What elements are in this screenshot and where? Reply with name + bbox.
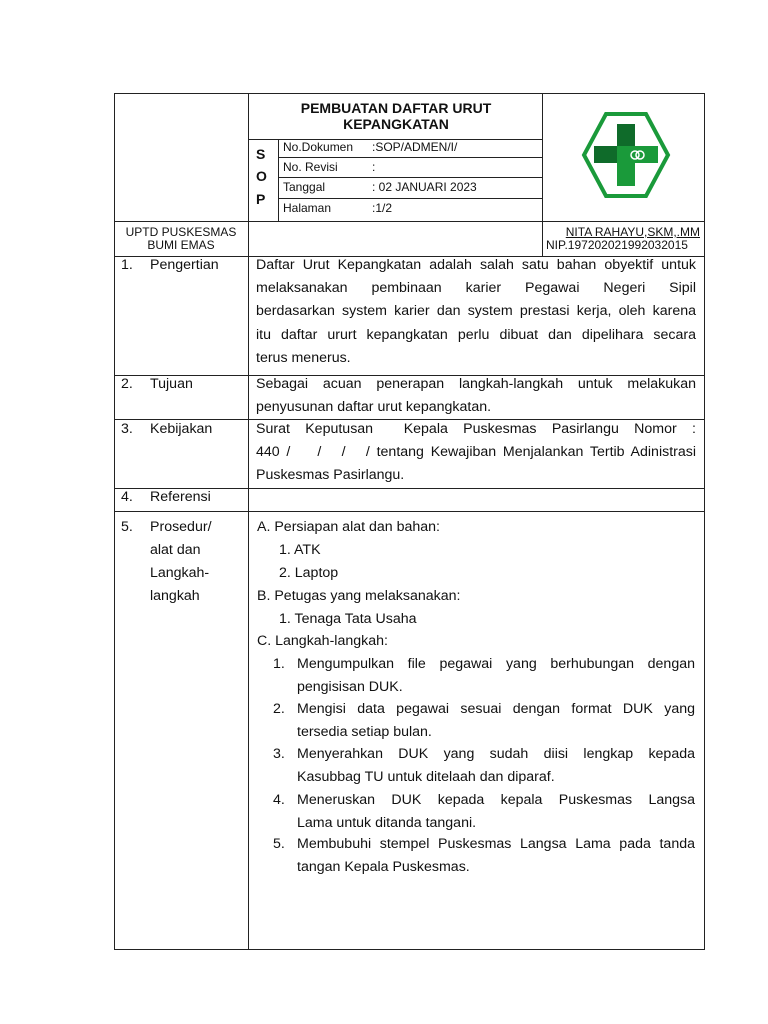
- section-3-body: [256, 418, 696, 488]
- header-row-line: [114, 221, 705, 222]
- prosedur-c-label: C. Langkah-langkah:: [257, 633, 388, 649]
- section-2-line-2: penyusunan daftar urut kepangkatan.: [256, 399, 492, 416]
- prosedur-step-1: [273, 653, 695, 699]
- org-name-line1: UPTD PUSKESMAS: [125, 225, 237, 239]
- section-3-line-1: Surat Keputusan Kepala Puskesmas Pasirlangu Nomor :: [256, 421, 696, 437]
- step-5-line-2: tangan Kepala Puskesmas.: [297, 859, 470, 875]
- document-title: [250, 100, 542, 132]
- prosedur-b-item-1: 1. Tenaga Tata Usaha: [279, 611, 417, 627]
- step-4-line-2: Lama untuk ditanda tangani.: [297, 815, 477, 831]
- section-1-line-3: berdasarkan system karier dan system prestasi kerja, oleh karena: [256, 303, 696, 320]
- step-3-line-2: Kasubbag TU untuk ditelaah dan diparaf.: [297, 769, 555, 785]
- section-1-line-2: melaksanakan pembinaan karier Pegawai Negeri Sipil: [256, 280, 696, 297]
- section-2-line-1: Sebagai acuan penerapan langkah-langkah untuk melakukan: [256, 376, 696, 392]
- section-5-title-line-3: Langkah-: [150, 565, 210, 581]
- meta-row-line-1: [278, 157, 543, 158]
- prosedur-step-4: [273, 789, 695, 835]
- signer-name: NITA RAHAYU,SKM,.MM: [565, 225, 700, 239]
- meta-label-no-dokumen: No.Dokumen: [283, 140, 354, 154]
- prosedur-a-label: A. Persiapan alat dan bahan:: [257, 519, 440, 535]
- org-name-line2: BUMI EMAS: [147, 238, 215, 252]
- section-1-line-1: Daftar Urut Kepangkatan adalah salah satu bahan obyektif untuk: [256, 257, 696, 273]
- section-1-title: Pengertian: [150, 257, 219, 273]
- step-1-line-2: pengisisan DUK.: [297, 679, 403, 695]
- step-3-number: 3.: [273, 746, 285, 762]
- section-separator-4: [114, 511, 705, 512]
- sop-letter-o: O: [256, 168, 267, 184]
- section-1-line-4: itu daftar ururt kepangkatan perlu dibuat dan dipelihara secara: [256, 326, 696, 343]
- section-2-number: 2.: [121, 376, 133, 392]
- prosedur-step-3: [273, 743, 695, 789]
- meta-value-no-revisi: :: [372, 160, 376, 174]
- step-2-line-2: tersedia setiap bulan.: [297, 724, 432, 740]
- section-3-title: Kebijakan: [150, 421, 213, 437]
- meta-value-halaman: :1/2: [372, 201, 393, 215]
- table-border-bottom: [114, 949, 705, 950]
- sop-letter-s: S: [256, 146, 266, 162]
- step-1-line-1: Mengumpulkan file pegawai yang berhubungan dengan: [297, 656, 695, 672]
- step-5-line-1: Membubuhi stempel Puskesmas Langsa Lama pada tanda: [297, 836, 695, 852]
- meta-row-line-3: [278, 198, 543, 199]
- section-2-title: Tujuan: [150, 376, 193, 392]
- sop-letter-p: P: [256, 191, 266, 207]
- prosedur-b-label: B. Petugas yang melaksanakan:: [257, 588, 461, 604]
- document-title-line2: KEPANGKATAN: [343, 116, 449, 132]
- section-1-line-5: terus menerus.: [256, 349, 351, 366]
- step-4-line-1: Meneruskan DUK kepada kepala Puskesmas Langsa: [297, 792, 695, 808]
- header-divider-left: [248, 93, 249, 257]
- section-5-title-line-2: alat dan: [150, 542, 201, 558]
- puskesmas-logo: [580, 110, 672, 200]
- step-4-number: 4.: [273, 792, 285, 808]
- meta-label-halaman: Halaman: [283, 201, 332, 215]
- section-5-title-line-4: langkah: [150, 588, 200, 604]
- table-border-top: [114, 93, 705, 94]
- section-4-number: 4.: [121, 489, 133, 505]
- step-1-number: 1.: [273, 656, 285, 672]
- section-5-title-line-1: Prosedur/: [150, 519, 212, 535]
- step-5-number: 5.: [273, 836, 285, 852]
- meta-value-tanggal: : 02 JANUARI 2023: [372, 180, 477, 194]
- logo-cross-top-bar: [617, 124, 635, 146]
- document-title-line1: PEMBUATAN DAFTAR URUT: [300, 100, 492, 116]
- section-2-body: [256, 373, 696, 419]
- prosedur-a-item-1: 1. ATK: [279, 542, 321, 558]
- section-3-number: 3.: [121, 421, 133, 437]
- logo-cross-left-bar: [594, 146, 617, 163]
- meta-label-no-revisi: No. Revisi: [283, 160, 338, 174]
- sop-divider: [278, 139, 279, 221]
- prosedur-step-2: [273, 698, 695, 744]
- section-1-number: 1.: [121, 257, 133, 273]
- section-1-body: [256, 254, 696, 370]
- step-2-number: 2.: [273, 701, 285, 717]
- signer-nip: NIP.197202021992032015: [546, 238, 688, 252]
- prosedur-a-item-2: 2. Laptop: [279, 565, 339, 581]
- prosedur-step-5: [273, 833, 695, 879]
- section-5-number: 5.: [121, 519, 133, 535]
- step-3-line-1: Menyerahkan DUK yang sudah diisi lengkap kepada: [297, 746, 695, 762]
- section-3-line-3: Puskesmas Pasirlangu.: [256, 467, 405, 484]
- meta-row-line-2: [278, 177, 543, 178]
- meta-value-no-dokumen: :SOP/ADMEN/I/: [372, 140, 458, 154]
- section-3-line-2: 440 / / / / tentang Kewajiban Menjalankan Tertib Adinistrasi: [256, 444, 696, 461]
- step-2-line-1: Mengisi data pegawai sesuai dengan format DUK yang: [297, 701, 695, 717]
- body-column-divider: [248, 256, 249, 950]
- meta-label-tanggal: Tanggal: [283, 180, 326, 194]
- section-4-title: Referensi: [150, 489, 211, 505]
